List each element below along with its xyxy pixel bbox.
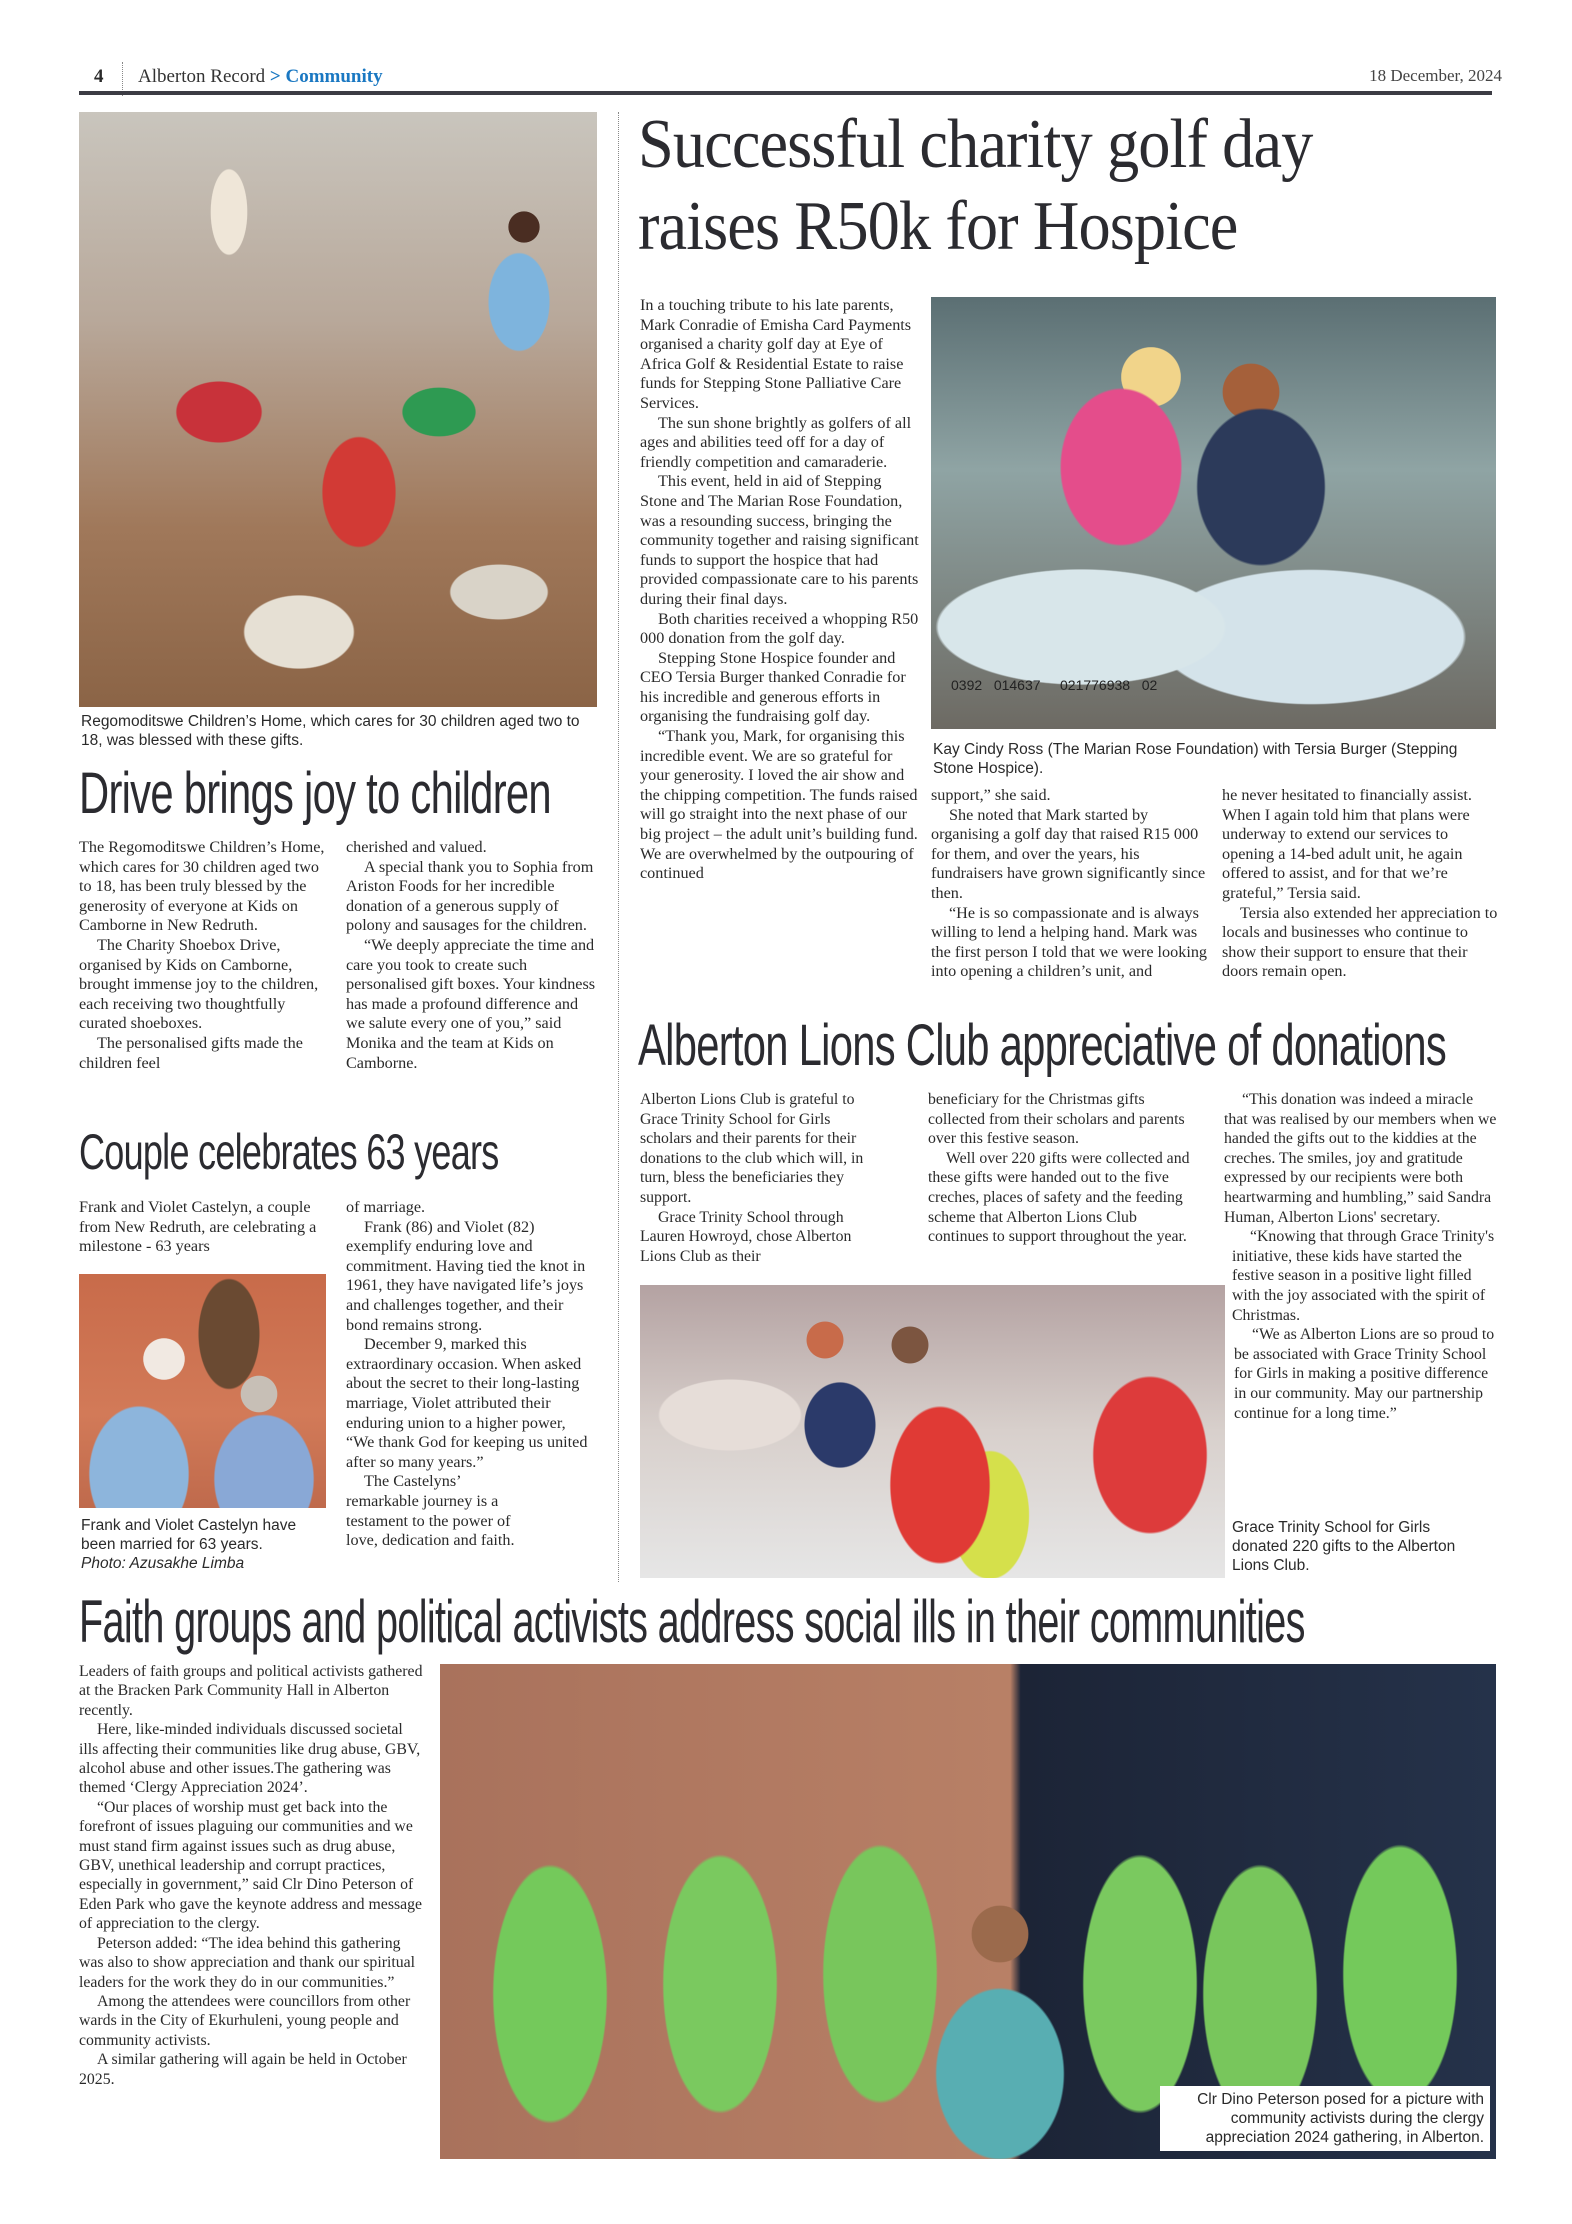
paragraph: Leaders of faith groups and political activists gathered at the Bracken Park Community Hall in Alberton recently. <box>79 1663 423 1719</box>
lions-headline: Alberton Lions Club appreciative of donations <box>638 1013 1446 1078</box>
paragraph: “Knowing that through Grace Trinity's initiative, these kids have started the festive season in a positive light filled with the joy associated with the spirit of Christmas. <box>1232 1228 1495 1324</box>
paragraph: support,” she said. <box>931 786 1051 804</box>
couple-photo-caption <box>81 1516 331 1573</box>
couple-body-col2 <box>346 1198 598 1551</box>
lions-gifts-photo <box>640 1285 1225 1578</box>
paragraph: Stepping Stone Hospice founder and CEO Tersia Burger thanked Conradie for his incredible and generous efforts in organising the fundraising golf day. <box>640 648 906 726</box>
section-name: Community <box>285 66 383 87</box>
paragraph: She noted that Mark started by organising a golf day that raised R15 000 for them, and over the years, his fundraisers have grown significantly since then. <box>931 805 1206 902</box>
paragraph: The Castelyns’ remarkable journey is a testament to the power of love, dedication and faith. <box>346 1472 515 1550</box>
golf-body-col3 <box>1222 786 1502 982</box>
paragraph: Here, like-minded individuals discussed societal ills affecting their communities like drug abuse, GBV, alcohol abuse and other issues.The gathering was themed ‘Clergy Appreciation 2024’. <box>79 1721 421 1797</box>
lions-body-col1 <box>640 1090 885 1266</box>
golf-cheque-photo <box>931 297 1496 729</box>
couple-headline: Couple celebrates 63 years <box>79 1124 499 1180</box>
paragraph: Well over 220 gifts were collected and these gifts were handed out to the five creches, places of safety and the feeding scheme that Alberton Lions Club continues to support throughout the year. <box>928 1149 1190 1246</box>
golf-headline <box>638 104 1312 268</box>
publication-name: Alberton Record <box>138 66 266 87</box>
paragraph: he never hesitated to financially assist. When I again told him that plans were underway to extend our services to opening a 14-bed adult unit, he again offered to assist, and for that we’re grateful,” Tersia said. <box>1222 786 1472 902</box>
paragraph: In a touching tribute to his late parents, Mark Conradie of Emisha Card Payments organised a charity golf day at Eye of Africa Golf & Residential Estate to raise funds for Stepping Stone Palliative Care Services. <box>640 296 912 412</box>
breadcrumb-arrow-icon: > <box>269 66 281 87</box>
header-rule <box>79 91 1492 95</box>
paragraph: Peterson added: “The idea behind this gathering was also to show appreciation and thank our spiritual leaders for the work they do in our communities.” <box>79 1934 416 1991</box>
paragraph: “We deeply appreciate the time and care you took to create such personalised gift boxes. Your kindness has made a profound difference and we salute every one of you,” said Monika and the team at Kids on Camborne. <box>346 935 596 1072</box>
paragraph: The Regomoditswe Children’s Home, which cares for 30 children aged two to 18, has been truly blessed by the generosity of everyone at Kids on Camborne in New Redruth. <box>79 838 325 935</box>
paragraph: A similar gathering will again be held in October 2025. <box>79 2051 407 2088</box>
gifts-photo <box>79 112 597 707</box>
paragraph: “He is so compassionate and is always willing to lend a helping hand. Mark was the first person I told that we were looking into opening a children’s unit, and <box>931 903 1208 981</box>
paragraph: cherished and valued. <box>346 838 487 856</box>
paragraph: The personalised gifts made the children feel <box>79 1033 303 1072</box>
page-number: 4 <box>94 66 104 87</box>
headline-line: Successful charity golf day <box>638 106 1313 183</box>
paragraph: “Thank you, Mark, for organising this incredible event. We are so grateful for your generosity. I loved the air show and the chipping competition. The funds raised will go straight into the next phase of our big project – the adult unit’s building fund. We are overwhelmed by the outpouring of continued <box>640 727 918 883</box>
column-divider <box>618 112 619 1582</box>
headline-line: raises R50k for Hospice <box>638 188 1238 265</box>
paragraph: December 9, marked this extraordinary occasion. When asked about the secret to their long-lasting marriage, Violet attributed their enduring union to a higher power, “We thank God for keeping us united after so many years.” <box>346 1335 588 1471</box>
paragraph: Frank (86) and Violet (82) exemplify enduring love and commitment. Having tied the knot in 1961, they have navigated life’s joys and challenges together, and their bond remains strong. <box>346 1217 586 1334</box>
paragraph: Alberton Lions Club is grateful to Grace Trinity School for Girls scholars and their parents for their donations to the club which will, in turn, bless the beneficiaries they support. <box>640 1091 864 1206</box>
paragraph: of marriage. <box>346 1198 426 1216</box>
paragraph: Grace Trinity School through Lauren Howroyd, chose Alberton Lions Club as their <box>640 1208 852 1265</box>
golf-body-col1 <box>640 296 920 884</box>
paragraph: The Charity Shoebox Drive, organised by Kids on Camborne, brought immense joy to the children, each receiving two thoughtfully curated shoeboxes. <box>79 935 319 1033</box>
caption-text: Frank and Violet Castelyn have been married for 63 years. <box>81 1517 297 1553</box>
paragraph: This event, held in aid of Stepping Stone and The Marian Rose Foundation, was a resounding success, bringing the community together and raising significant funds to support the hospice that had provided compassionate care to his parents during their final days. <box>640 472 919 608</box>
couple-photo <box>79 1274 326 1508</box>
lions-photo-caption: Grace Trinity School for Girls donated 220 gifts to the Alberton Lions Club. <box>1232 1519 1456 1574</box>
paragraph: beneficiary for the Christmas gifts collected from their scholars and parents over this festive season. <box>928 1091 1185 1148</box>
golf-body-col2 <box>931 786 1211 982</box>
paragraph: “Our places of worship must get back into the forefront of issues plaguing our communities and we must stand firm against issues such as drug abuse, GBV, unethical leadership and corrupt practices, especially in government,” said Clr Dino Peterson of Eden Park who gave the keynote address and message of appreciation to the clergy. <box>79 1798 423 1933</box>
drive-body-col1 <box>79 838 329 1073</box>
paragraph: “This donation was indeed a miracle that was realised by our members when we handed the gifts out to the kiddies at the creches. The smiles, joy and gratitude expressed by our recipients were both heartwarming and humbling,” said Sandra Human, Alberton Lions' secretary. <box>1224 1091 1497 1226</box>
issue-date: 18 December, 2024 <box>1369 66 1502 85</box>
drive-headline: Drive brings joy to children <box>79 761 551 826</box>
cheque-number: 0392 014637 021776938 02 <box>951 677 1158 693</box>
paragraph: Tersia also extended her appreciation to locals and businesses who continue to show their support to ensure that their doors remain open. <box>1222 903 1498 981</box>
golf-photo-caption: Kay Cindy Ross (The Marian Rose Foundation) with Tersia Burger (Stepping Stone Hospice). <box>933 741 1458 777</box>
faith-body-col1 <box>79 1662 424 2089</box>
paragraph: Frank and Violet Castelyn, a couple from New Redruth, are celebrating a milestone - 63 years <box>79 1198 317 1256</box>
paragraph: The sun shone brightly as golfers of all ages and abilities teed off for a day of friendly competition and camaraderie. <box>640 413 912 471</box>
paragraph: Both charities received a whopping R50 000 donation from the golf day. <box>640 609 919 648</box>
gifts-photo-caption: Regomoditswe Children’s Home, which cares for 30 children aged two to 18, was blessed with these gifts. <box>81 713 580 749</box>
faith-headline: Faith groups and political activists address social ills in their communities <box>79 1588 1305 1655</box>
faith-group-photo <box>440 1664 1496 2159</box>
paragraph: A special thank you to Sophia from Ariston Foods for her incredible donation of a generous supply of polony and sausages for the children. <box>346 857 594 935</box>
lions-body-col3 <box>1224 1090 1499 1423</box>
couple-intro <box>79 1198 329 1257</box>
paragraph: Among the attendees were councillors from other wards in the City of Ekurhuleni, young people and community activists. <box>79 1992 411 2049</box>
breadcrumb <box>138 66 383 88</box>
lions-body-col2 <box>928 1090 1198 1247</box>
paragraph: “We as Alberton Lions are so proud to be associated with Grace Trinity School for Girls in making a positive difference in our community. May our partnership continue for a long time.” <box>1234 1326 1495 1422</box>
photo-credit: Photo: Azusakhe Limba <box>81 1555 245 1572</box>
faith-photo-caption: Clr Dino Peterson posed for a picture with community activists during the clergy appreciation 2024 gathering, in Alberton. <box>1160 2086 1490 2151</box>
drive-body-col2 <box>346 838 596 1073</box>
